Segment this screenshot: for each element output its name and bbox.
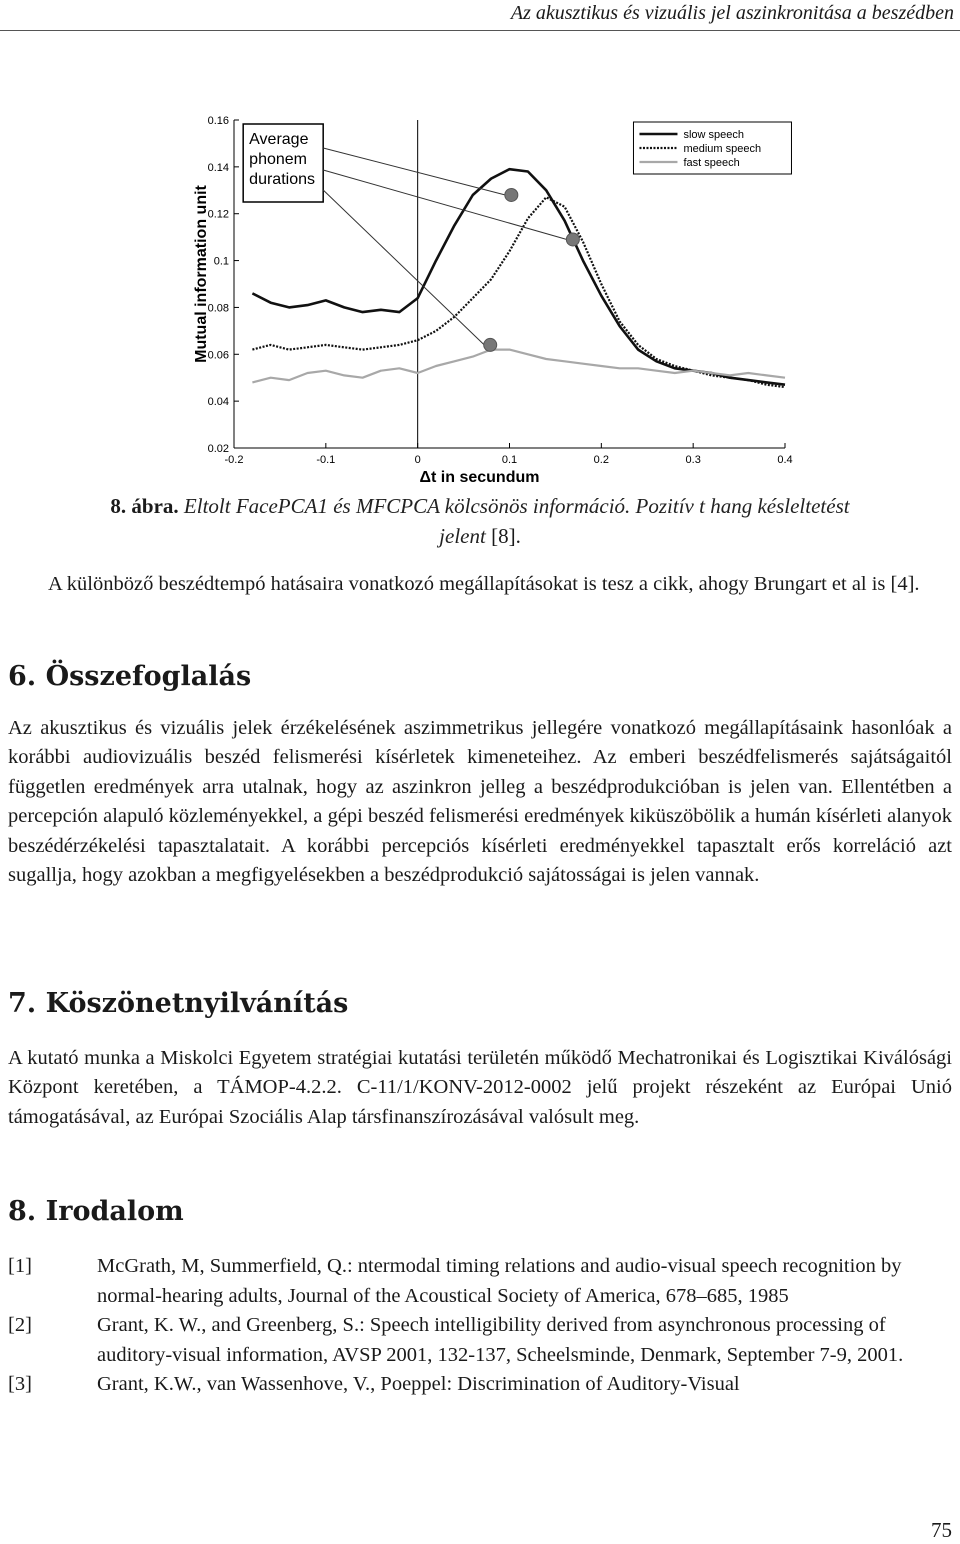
section-7-heading: 7. Köszönetnyilvánítás	[8, 988, 349, 1019]
y-tick-label: 0.1	[213, 255, 229, 268]
y-axis-label: Mutual information unit	[193, 185, 210, 363]
reference-text: Grant, K.W., van Wassenhove, V., Poeppel: Discrimination of Auditory-Visual	[97, 1373, 740, 1395]
legend-label: fast speech	[683, 157, 740, 169]
x-axis-label: Δt in secundum	[419, 469, 540, 486]
x-tick-label: -0.1	[316, 454, 336, 466]
x-tick-label: 0.2	[593, 454, 609, 466]
y-tick-label: 0.14	[207, 161, 229, 174]
annotation-text: Average	[249, 131, 309, 148]
caption-text: Eltolt FacePCA1 és MFCPCA kölcsönös információ. Pozitív t hang késleltetést	[183, 494, 850, 518]
section-6-heading: 6. Összefoglalás	[8, 661, 252, 692]
phonem-duration-marker	[505, 188, 518, 201]
annotation-text: phonem	[249, 151, 308, 168]
section-8-heading: 8. Irodalom	[8, 1196, 184, 1227]
caption-text-2: jelent	[439, 524, 486, 548]
annotation-arrow	[323, 190, 484, 345]
legend-label: medium speech	[683, 143, 762, 155]
x-tick-label: 0.3	[685, 454, 701, 466]
x-tick-label: 0	[414, 454, 421, 466]
reference-item	[8, 1370, 952, 1400]
annotation-arrow	[323, 170, 567, 239]
running-title: Az akusztikus és vizuális jel aszinkronitása a beszédben	[510, 2, 954, 24]
x-tick-label: 0.1	[501, 454, 518, 466]
page-number: 75	[931, 1518, 952, 1542]
figure-caption	[0, 491, 960, 551]
fast-speech-line	[252, 350, 785, 383]
reference-text: Grant, K. W., and Greenberg, S.: Speech intelligibility derived from asynchronous processing of auditory-visual information, AVSP 2001, 132-137, Scheelsminde, Denmark, September 7-9, 2001.	[97, 1314, 904, 1366]
y-tick-label: 0.08	[207, 302, 229, 315]
y-tick-label: 0.12	[207, 208, 229, 221]
phonem-duration-marker	[484, 338, 497, 351]
y-tick-label: 0.06	[207, 349, 229, 362]
reference-number: [2]	[8, 1314, 32, 1336]
reference-number: [3]	[8, 1373, 32, 1395]
caption-ref: [8].	[491, 524, 521, 548]
intro-paragraph: A különböző beszédtempó hatásaira vonatkozó megállapításokat is tesz a cikk, ahogy Brungart et al is [4].	[48, 573, 920, 595]
y-tick-label: 0.04	[207, 396, 229, 409]
reference-item	[8, 1252, 952, 1311]
annotation-arrow	[323, 148, 505, 195]
figure-mutual-information	[180, 108, 800, 488]
reference-text: McGrath, M, Summerfield, Q.: ntermodal timing relations and audio-visual speech recognition by normal-hearing adults, Journal of the Acoustical Society of America, 678–685, 1985	[97, 1255, 902, 1307]
x-tick-label: -0.2	[224, 454, 244, 466]
y-tick-label: 0.02	[207, 443, 229, 455]
reference-list	[8, 1252, 952, 1400]
reference-number: [1]	[8, 1255, 32, 1277]
section-7-body: A kutató munka a Miskolci Egyetem stratégiai kutatási területén működő Mechatronikai és Logisztikai Kiválósági Központ keretében, a TÁMOP-4.2.2. C-11/1/KONV-2012-0002 jelű projekt részeként az Európai Unió támogatásával, az Európai Szociális Alap társfinanszírozásával valósult meg.	[8, 1047, 952, 1128]
reference-item	[8, 1311, 952, 1370]
running-header	[0, 0, 960, 31]
y-tick-label: 0.16	[207, 115, 229, 127]
legend-label: slow speech	[683, 129, 745, 141]
caption-label: 8. ábra.	[110, 494, 179, 518]
phonem-duration-marker	[566, 233, 579, 246]
section-6-body: Az akusztikus és vizuális jelek érzékelésének aszimmetrikus jellegére vonatkozó megállapításaink hasonlóak a korábbi audiovizuális beszéd felismerési kísérletek kimeneteihez. Az emberi beszédfelismerés sajátságaitól független eredmények arra utalnak, hogy az aszinkron jelleg a beszédprodukcióban is jelen van. Ellentétben a percepción alapuló közleményekkel, a gépi beszéd felismerési eredmények kiküszöbölik a humán kísérleti alanyok beszédérzékelési tapasztalatait. A korábbi percepciós kísérleti eredményekkel tapasztalt erős korreláció azt sugallja, hogy azokban a megfigyelésekben a beszédprodukció sajátosságai is jelen vannak.	[8, 717, 952, 887]
annotation-text: durations	[249, 171, 316, 188]
x-tick-label: 0.4	[777, 454, 793, 466]
chart	[180, 108, 800, 488]
